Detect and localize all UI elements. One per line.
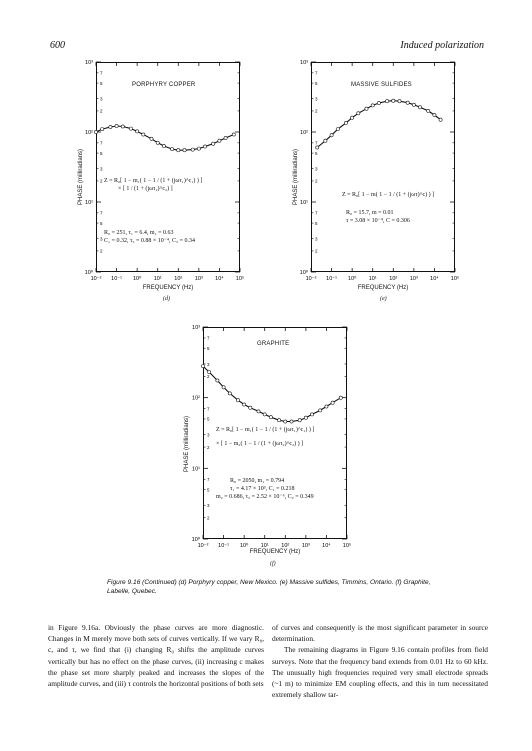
y-minor-tick-label: 7 bbox=[207, 406, 210, 412]
data-point bbox=[418, 106, 421, 109]
figure-f-panel-label: (f) bbox=[270, 561, 276, 567]
data-point bbox=[324, 139, 327, 142]
data-point bbox=[222, 386, 225, 389]
x-tick-label: 10⁻² bbox=[90, 276, 102, 282]
y-minor-tick-label: 7 bbox=[207, 335, 210, 341]
y-tick-label: 10⁰ bbox=[299, 270, 308, 276]
eq-line: Z = R₀[ 1 − m₁( 1 − 1 / (1 + (jωτ₁)^c₁) ) ] bbox=[216, 427, 315, 433]
data-point bbox=[150, 137, 153, 140]
data-point bbox=[377, 101, 380, 104]
param-line: C₁ = 0.32, τ₂ = 0.88 × 10⁻⁴, C₂ = 0.34 bbox=[104, 238, 195, 244]
y-tick-label: 10¹ bbox=[192, 466, 200, 473]
data-point bbox=[392, 99, 395, 102]
data-point bbox=[357, 112, 360, 115]
data-point bbox=[156, 141, 159, 144]
data-point bbox=[212, 142, 215, 145]
y-minor-tick-label: 7 bbox=[100, 70, 103, 76]
data-point bbox=[232, 133, 235, 136]
param-line: m₂ = 0.686, τ₂ = 2.52 × 10⁻⁶, C₂ = 0.349 bbox=[216, 494, 314, 500]
data-point bbox=[136, 130, 139, 133]
data-point bbox=[330, 134, 333, 137]
y-minor-tick-label: 7 bbox=[207, 477, 210, 483]
figure-f-ylabel: PHASE (milliradians) bbox=[184, 415, 190, 472]
data-point bbox=[129, 127, 132, 130]
x-tick-label: 10⁰ bbox=[347, 276, 357, 282]
body-column-right bbox=[272, 622, 488, 700]
data-point bbox=[243, 403, 246, 406]
data-point bbox=[216, 379, 219, 382]
data-point bbox=[224, 136, 227, 139]
x-tick-label: 10⁴ bbox=[215, 276, 224, 282]
data-point bbox=[433, 113, 436, 116]
data-point bbox=[325, 405, 328, 408]
data-point bbox=[228, 392, 231, 395]
data-point bbox=[109, 125, 112, 128]
eq-line: × [ 1 − m₂( 1 − 1 / (1 + (jωτ₂)^c₂) ) ] bbox=[216, 441, 304, 447]
data-point bbox=[142, 133, 145, 136]
paragraph: of curves and consequently is the most significant parameter in source determination. bbox=[272, 623, 488, 644]
y-minor-tick-label: 7 bbox=[100, 210, 103, 216]
data-point bbox=[183, 149, 186, 152]
page-number: 600 bbox=[50, 40, 65, 51]
y-minor-tick-label: 2 bbox=[207, 374, 210, 380]
x-tick-label: 10⁻² bbox=[197, 543, 209, 549]
x-tick-label: 10³ bbox=[194, 276, 203, 282]
figure-d-xlabel: FREQUENCY (Hz) bbox=[142, 285, 194, 291]
y-minor-tick-label: 2 bbox=[100, 108, 103, 114]
y-minor-tick-label: 7 bbox=[315, 140, 318, 146]
figure-f-title: GRAPHITE bbox=[257, 341, 290, 347]
y-minor-tick-label: 5 bbox=[315, 80, 318, 86]
y-tick-label: 10¹ bbox=[85, 200, 93, 206]
y-minor-tick-label: 5 bbox=[207, 346, 210, 352]
paragraph: The remaining diagrams in Figure 9.16 contain profiles from field surveys. Note that the frequency band extends from 0.01 Hz to 60 kHz. The unusually high frequencies required very small electrode spreads (~1 m) to minimize EM coupling effects, and this in turn necessitated extremely shallow tar- bbox=[272, 645, 488, 700]
data-point bbox=[257, 410, 260, 413]
y-minor-tick-label: 2 bbox=[315, 108, 318, 114]
eq-line: × [ 1 / (1 + (jωτ₂)^c₂) ] bbox=[118, 186, 173, 192]
figure-caption: Figure 9.16 (Continued) (d) Porphyry copper, New Mexico. (e) Massive sulfides, Timmins, Ontario. (f) Graphite, Labelle, Quebec. bbox=[107, 579, 431, 595]
data-point bbox=[94, 130, 97, 133]
figure-e-panel-label: (e) bbox=[380, 296, 387, 302]
data-point bbox=[427, 109, 430, 112]
eq-line: Z = R₀[ 1 − m( 1 − 1 / (1 + (jωτ)^c) ) ] bbox=[342, 192, 435, 198]
data-point bbox=[290, 420, 293, 423]
x-tick-label: 10⁵ bbox=[235, 276, 245, 282]
y-minor-tick-label: 2 bbox=[315, 178, 318, 184]
series-line bbox=[203, 366, 341, 421]
data-point bbox=[284, 420, 287, 423]
y-minor-tick-label: 2 bbox=[207, 515, 210, 521]
data-point bbox=[406, 101, 409, 104]
x-tick-label: 10⁵ bbox=[450, 276, 460, 282]
data-point bbox=[331, 401, 334, 404]
data-point bbox=[208, 371, 211, 374]
data-point bbox=[218, 139, 221, 142]
figure-e-title: MASSIVE SULFIDES bbox=[351, 82, 412, 88]
x-tick-label: 10² bbox=[281, 543, 290, 549]
x-tick-label: 10¹ bbox=[260, 543, 269, 549]
y-minor-tick-label: 3 bbox=[207, 503, 210, 509]
data-point bbox=[310, 413, 313, 416]
figure-f-xlabel: FREQUENCY (Hz) bbox=[249, 549, 301, 555]
data-point bbox=[365, 107, 368, 110]
data-point bbox=[278, 419, 281, 422]
param-line: R₀ = 2050, m₁ = 0.794 bbox=[230, 478, 285, 484]
data-point bbox=[371, 104, 374, 107]
x-tick-label: 10³ bbox=[409, 276, 418, 282]
y-minor-tick-label: 5 bbox=[207, 416, 210, 422]
y-tick-label: 10² bbox=[192, 395, 200, 402]
x-tick-label: 10⁰ bbox=[239, 543, 249, 549]
param-line: R₀ = 15.7, m = 0.01 bbox=[346, 210, 394, 216]
x-tick-label: 10⁵ bbox=[342, 543, 352, 549]
x-tick-label: 10⁻¹ bbox=[111, 276, 123, 282]
x-tick-label: 10² bbox=[174, 276, 183, 282]
data-point bbox=[439, 118, 442, 121]
y-minor-tick-label: 3 bbox=[207, 361, 210, 367]
y-minor-tick-label: 5 bbox=[315, 150, 318, 156]
x-tick-label: 10¹ bbox=[153, 276, 162, 282]
y-minor-tick-label: 3 bbox=[315, 96, 318, 102]
figure-e-xlabel: FREQUENCY (Hz) bbox=[357, 285, 409, 291]
y-minor-tick-label: 2 bbox=[207, 444, 210, 450]
y-minor-tick-label: 3 bbox=[100, 96, 103, 102]
data-point bbox=[236, 399, 239, 402]
data-point bbox=[344, 121, 347, 124]
y-minor-tick-label: 2 bbox=[100, 178, 103, 184]
y-minor-tick-label: 3 bbox=[315, 236, 318, 242]
data-point bbox=[351, 116, 354, 119]
x-tick-label: 10⁻² bbox=[305, 276, 317, 282]
body-column-left bbox=[48, 622, 264, 689]
data-point bbox=[339, 396, 342, 399]
data-point bbox=[197, 147, 200, 150]
data-point bbox=[249, 406, 252, 409]
y-tick-label: 10² bbox=[85, 130, 93, 136]
y-minor-tick-label: 3 bbox=[100, 236, 103, 242]
eq-line: Z = R₀[ 1 − m₁( 1 − 1 / (1 + (jωτ₁)^c₁) ) ] bbox=[104, 178, 203, 184]
data-point bbox=[191, 148, 194, 151]
data-point bbox=[171, 148, 174, 151]
data-point bbox=[201, 365, 204, 368]
data-point bbox=[304, 416, 307, 419]
y-tick-label: 10⁰ bbox=[191, 537, 200, 543]
figure-d-ylabel: PHASE (milliradians) bbox=[78, 148, 84, 205]
figure-e-ylabel: PHASE (milliradians) bbox=[293, 148, 299, 205]
y-minor-tick-label: 5 bbox=[100, 150, 103, 156]
y-minor-tick-label: 5 bbox=[100, 220, 103, 226]
x-tick-label: 10³ bbox=[301, 543, 310, 549]
data-point bbox=[398, 100, 401, 103]
data-point bbox=[269, 416, 272, 419]
figure-d-title: PORPHYRY COPPER bbox=[132, 82, 196, 88]
data-point bbox=[336, 128, 339, 131]
y-tick-label: 10³ bbox=[85, 60, 93, 66]
data-point bbox=[115, 124, 118, 127]
param-line: τ = 3.08 × 10⁻⁴, C = 0.306 bbox=[346, 218, 410, 224]
param-line: R₀ = 251, τ₁ = 6.4, m₁ = 0.63 bbox=[104, 230, 174, 236]
data-point bbox=[162, 144, 165, 147]
y-minor-tick-label: 2 bbox=[315, 248, 318, 254]
x-tick-label: 10⁻¹ bbox=[326, 276, 338, 282]
y-minor-tick-label: 5 bbox=[100, 80, 103, 86]
x-tick-label: 10⁴ bbox=[430, 276, 439, 282]
param-line: τ₁ = 4.17 × 10³, C₁ = 0.218 bbox=[230, 486, 295, 492]
data-point bbox=[316, 146, 319, 149]
running-title: Induced polarization bbox=[400, 40, 484, 51]
y-minor-tick-label: 3 bbox=[207, 432, 210, 438]
x-tick-label: 10⁴ bbox=[322, 543, 331, 549]
y-minor-tick-label: 5 bbox=[207, 487, 210, 493]
y-tick-label: 10¹ bbox=[300, 200, 308, 206]
series-line bbox=[317, 101, 440, 148]
data-point bbox=[203, 145, 206, 148]
x-tick-label: 10² bbox=[389, 276, 398, 282]
data-point bbox=[263, 413, 266, 416]
y-minor-tick-label: 7 bbox=[100, 140, 103, 146]
y-minor-tick-label: 2 bbox=[100, 248, 103, 254]
data-point bbox=[121, 125, 124, 128]
data-point bbox=[177, 149, 180, 152]
y-minor-tick-label: 5 bbox=[315, 220, 318, 226]
data-point bbox=[412, 103, 415, 106]
x-tick-label: 10⁻¹ bbox=[218, 543, 230, 549]
data-point bbox=[319, 409, 322, 412]
data-point bbox=[298, 419, 301, 422]
x-tick-label: 10⁰ bbox=[132, 276, 142, 282]
y-minor-tick-label: 7 bbox=[315, 210, 318, 216]
data-point bbox=[101, 128, 104, 131]
paragraph: in Figure 9.16a. Obviously the phase curves are more diagnostic. Changes in M merely move both sets of curves vertically. If we vary R₀, c, and τ, we find that (i) changing R₀ shifts the amplitude curves vertically but has no effect on the phase curves, (ii) increasing c makes the phase set more sharply peaked and increases the slopes of the amplitude curves, and (iii) τ controls the horizontal positions of both sets bbox=[48, 623, 264, 689]
y-minor-tick-label: 7 bbox=[315, 70, 318, 76]
y-minor-tick-label: 3 bbox=[100, 166, 103, 172]
y-minor-tick-label: 3 bbox=[315, 166, 318, 172]
figure-d-panel-label: (d) bbox=[163, 296, 170, 302]
x-tick-label: 10¹ bbox=[368, 276, 377, 282]
y-tick-label: 10⁰ bbox=[84, 270, 93, 276]
data-point bbox=[386, 100, 389, 103]
y-tick-label: 10² bbox=[300, 130, 308, 136]
y-tick-label: 10³ bbox=[192, 325, 200, 331]
y-tick-label: 10³ bbox=[300, 60, 308, 66]
